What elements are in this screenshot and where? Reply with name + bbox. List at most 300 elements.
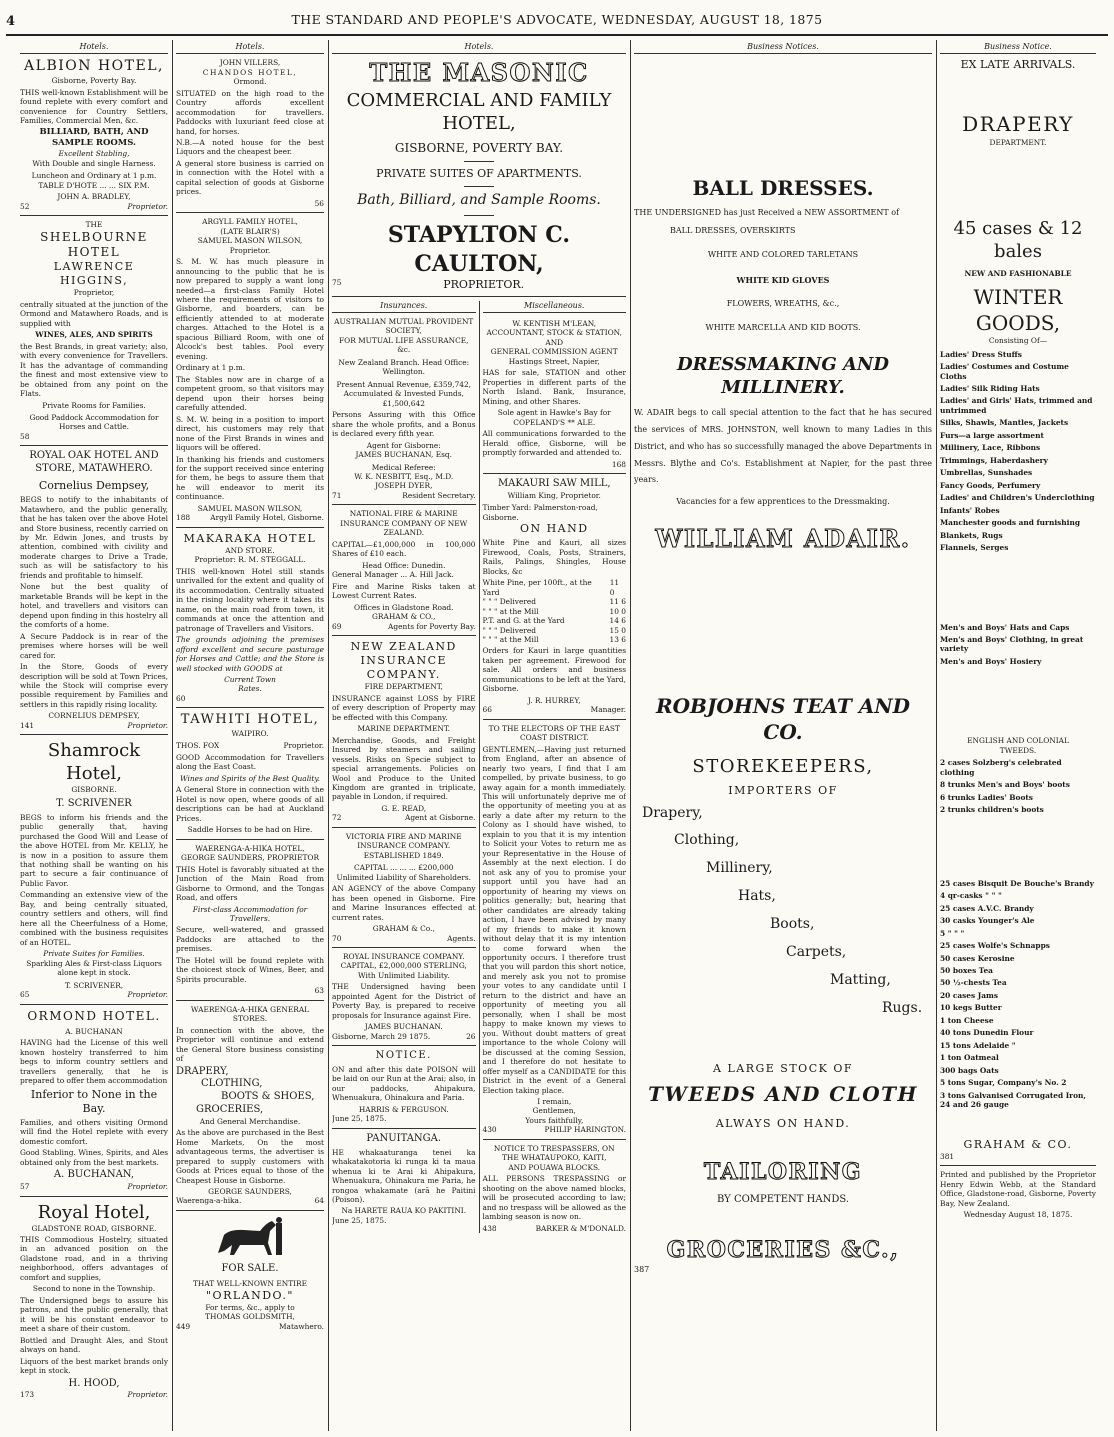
ad-body: In thanking his friends and customers for the support received since entering for them, he begs to assure them that he will endeavor to merit its continuance. [176,454,324,502]
ad-body: Ordinary at 1 p.m. [176,363,246,373]
ad-title: COMMERCIAL AND FAMILY HOTEL, [346,89,612,134]
ad-item: Rugs. [882,999,923,1016]
ad-ormond-hotel [20,1009,168,1192]
ad-body: Good Stabling. Wines, Spirits, and Ales obtained only from the best markets. [20,1148,168,1167]
ad-line: June 25, 1875. [332,1114,387,1124]
ad-item: Carpets, [786,944,847,961]
ad-body: The grounds adjoining the premises afford excellent and secure pasturage for Horses and Cattle; and the Store is well stocked with GOODS at [176,635,324,673]
ad-title: MAKAURI SAW MILL, [497,478,611,490]
ad-line: Accumulated & Invested Funds, £1,500,642 [343,389,464,408]
ad-makauri-saw-mill [483,478,627,715]
ad-place: Gisborne, Poverty Bay. [51,76,137,86]
ad-place: GLADSTONE ROAD, GISBORNE. [31,1223,157,1233]
column-divider [172,40,173,1431]
ad-signature: BARKER & M'DONALD. [535,1223,626,1233]
ad-item: Ladies' and Children's Underclothing [940,493,1095,503]
ad-body: THE Undersigned having been appointed Agent for the District of Poverty Bay, is prepared to receive proposals for Insurance against Fire. [332,982,476,1020]
ad-body: THIS Hotel is favorably situated at the Junction of the Main Road from Gisborne to Ormond, and the Tongas Road, and offers [176,864,324,903]
ad-owner: SAMUEL MASON WILSON, [197,236,303,246]
ad-owner: THOS. FOX [176,741,220,751]
ad-title: BALL DRESSES. [692,176,874,201]
ad-line: Sparkling Ales & First-class Liquors alone kept in stock. [26,958,162,978]
ad-item: 8 trunks Men's and Boys' boots [940,780,1070,790]
ad-title: SHELBOURNE HOTEL [40,229,148,259]
ad-body: S. M. W. has much pleasure in announcing to the public that he is now prepared to supply a want long needed—a first-class Family Hotel where the requirements of visitors to Gisborne, and boarders, can be efficiently attended to at moderate charges. Attached to the Hotel is a spacious Billiard Room, with one of Alcock's best tables. Pool every evening. [176,257,324,361]
ad-role: Proprietor. [127,990,168,1000]
ad-body: W. ADAIR begs to call special attention to the fact that he has secured the services of MRS. JOHNSTON, well known to many Ladies in this District, and who has so successfully managed the above Departments in Messrs. Blythe and Co's. Establishment at Napier, for the past three years. [634,408,932,485]
ad-line: GROCERIES, [196,1103,264,1115]
ad-robjohns [634,694,932,1275]
ad-title: VICTORIA FIRE AND MARINE INSURANCE COMPANY. [345,831,462,851]
ad-signature: GRAHAM & CO., [372,612,436,622]
ad-body: None but the best quality of marketable Brands will be kept in the hotel, and travellers and visitors can depend upon finding in this hostelry all the comforts of a home. [20,582,168,630]
ad-line: Medical Referee: [371,462,436,472]
ad-number: 430 [482,1125,497,1135]
ad-signature: A. BUCHANAN, [53,1169,135,1181]
ad-item: 1 ton Oatmeal [940,1053,999,1063]
ad-signature: J. R. HURREY, [527,695,581,705]
ad-item: 4 qr-casks " " " [940,891,1002,901]
ad-role: Agent at Gisborne. [404,813,476,823]
ad-place: GISBORNE, POVERTY BAY. [394,141,564,156]
ad-signature: JAMES BUCHANAN. [364,1022,443,1032]
ad-place: Ormond. [233,77,267,87]
ad-title: NOTICE TO TRESPASSERS, ON [493,1143,615,1153]
ad-title: ORMOND HOTEL. [27,1008,161,1023]
column-header: Hotels. [176,42,324,54]
ad-line: With Unlimited Liability. [358,970,450,980]
ad-item: Millinery, [706,860,773,877]
ad-line: AND [545,337,564,347]
ad-line: Sole agent in Hawke's Bay for [497,408,611,418]
ad-line: THE UNDERSIGNED has just Received a NEW ASSORTMENT of [634,207,900,217]
ad-line: ALWAYS ON HAND. [715,1117,851,1131]
column-divider [328,40,329,1431]
ad-item: Infants' Robes [940,505,1000,515]
price-label: P.T. and G. at the Yard [482,616,565,626]
ad-role: Proprietor. [229,245,271,255]
ad-title: PANUITANGA. [366,1132,442,1144]
ad-title: MAKARAKA HOTEL [183,531,317,545]
ad-number: 65 [20,990,30,1000]
ad-line: BILLIARD, BATH, AND SAMPLE ROOMS. [39,127,149,149]
ad-line: GENERAL COMMISSION AGENT [490,347,618,357]
ad-line: June 25, 1875. [332,1215,387,1225]
price-label: " " " Delivered [482,597,536,607]
ad-item: Men's and Boys' Clothing, in great variety [940,635,1084,654]
ad-body: All communications forwarded to the Herald office, Gisborne, will be promptly forwarded and attended to. [482,429,626,458]
ad-title: W. KENTISH M'LEAN, [512,318,597,328]
ad-line: Current Town [224,674,276,684]
masthead [0,0,1114,40]
ad-body: A Secure Paddock is in rear of the premises where horses will be well cared for. [20,631,168,660]
ad-line: Unlimited Liability of Shareholders. [336,872,472,882]
ad-line: ON HAND [519,522,589,536]
ad-masonic-hotel [332,58,626,292]
column-4 [634,42,932,1429]
ad-body: Fire and Marine Risks taken at Lowest Current Rates. [332,581,476,601]
ad-title: NOTICE. [375,1050,432,1062]
ad-item: Manchester goods and furnishing [940,518,1081,528]
ad-victoria-insurance [332,832,476,943]
ad-item: 5 " " " [940,928,965,938]
ad-item: WHITE MARCELLA AND KID BOOTS. [705,323,861,332]
ad-number: 52 [20,201,30,211]
ad-line: EX LATE ARRIVALS. [960,58,1076,72]
ad-electors [483,724,627,1135]
ad-item: Blankets, Rugs [940,530,1003,540]
imprint [940,1170,1096,1219]
ad-trespassers [483,1144,627,1233]
ad-place: Matawhero. [278,1321,324,1331]
ad-number: 69 [332,621,342,631]
ad-poison-notice [332,1050,476,1124]
ad-line: THAT WELL-KNOWN ENTIRE [192,1279,308,1289]
ad-number: 60 [176,693,186,703]
price-label: " " " at the Mill [482,606,539,616]
ad-number: 66 [482,705,492,715]
ad-line: Present Annual Revenue, £359,742, [336,379,472,389]
subcolumn-header: Insurances. [332,301,476,313]
ad-item: Clothing, [674,832,740,849]
ad-title: CHANDOS HOTEL, [202,67,298,77]
ad-item: Hats, [738,888,776,905]
ad-item: WHITE KID GLOVES [736,274,830,285]
ad-place: GISBORNE. [71,785,117,795]
ad-owner: JOHN VILLERS, [219,58,281,68]
ad-william-adair [634,176,932,554]
ad-body: the Best Brands, in great variety; also, with every convenience for Travellers. It has the advantage of commanding the finest and most extensive view to be obtained from any point on the Flats. [20,341,168,399]
ad-body: GOOD Accommodation for Travellers along the East Coast. [176,752,324,772]
ad-role: Agents for Poverty Bay. [388,621,476,631]
ad-body: White Pine and Kauri, all sizes Firewood, Coals, Posts, Strainers, Rails, Palings, Shingles, House Blocks, &c [482,538,626,576]
ad-item: 25 cases Wolfe's Schnapps [940,941,1050,951]
ad-line: General Manager ... A. Hill Jack. [332,570,454,580]
ad-body: BEGS to notify to the inhabitants of Matawhero, and the public generally, that he has taken over the above Hotel and Store business, recently carried on by Mr. Edwin Jones, and trusts by attention, combined with civility and moderate charges to Drive a Trade, such as will be satisfactory to his friends and profitable to himself. [20,495,168,580]
ad-role: Proprietor. [127,201,168,211]
ad-title: TAILORING [703,1158,863,1185]
column-header: Business Notice. [940,42,1096,54]
column-2 [176,42,324,1429]
ad-item: Boots, [770,916,815,933]
ad-body: ON and after this date POISON will be laid on our Run at the Arai; also, in our paddocks, Ahipakura, Whenuakura, Ohinakura and Paria. [332,1065,476,1103]
column-divider [630,40,631,1431]
ad-body: Persons Assuring with this Office share the whole profits, and a Bonus is declared every fifth year. [332,410,476,439]
ad-line: Saddle Horses to be had on Hire. [187,825,313,835]
ad-line: AND STORE. [225,545,275,555]
ad-title: AUSTRALIAN MUTUAL PROVIDENT SOCIETY, [334,316,474,336]
price-value: 14 6 [609,616,626,626]
ad-title: NEW ZEALAND INSURANCE COMPANY. [350,640,457,682]
ad-body: Liquors of the best market brands only kept in stock. [20,1356,168,1376]
ad-body: A General Store in connection with the Hotel is now open, where goods of all descriptions can be had at Auckland Prices. [176,785,324,823]
ad-line: CLOTHING, [201,1078,263,1090]
ad-body: HAS for sale, STATION and other Properties in different parts of the North Island. Bank, Insurance, Mining, and other Shares. [482,368,626,406]
ad-item: 30 casks Younger's Ale [940,916,1035,926]
ad-line: (LATE BLAIR'S) [220,226,280,236]
ad-owner: LAWRENCE HIGGINS, [53,260,135,288]
price-list [483,578,627,644]
ad-waerenga-stores [176,1005,324,1206]
column-header: Hotels. [332,42,626,54]
ad-title: TAWHITI HOTEL, [180,712,320,728]
ad-item: 50 ½-chests Tea [940,978,1007,988]
ad-line: With Double and single Harness. [32,158,156,168]
ad-line: Vacancies for a few apprentices to the Dressmaking. [676,497,890,507]
ad-title: ROYAL INSURANCE COMPANY. [342,952,465,961]
ad-body: S. M. W. being in a position to import direct, his customers may rely that none of the First Brands in wines and liquors will be offered. [176,414,324,453]
ad-item: Trimmings, Haberdashery [940,455,1048,465]
ad-line: TABLE D'HOTE ... ... SIX P.M. [38,180,150,190]
ad-line: Private Rooms for Families. [42,400,146,410]
ad-signature: GRAHAM & Co., [372,924,435,934]
ad-royal-insurance [332,952,476,1041]
ad-line: 45 cases & 12 bales [953,218,1083,263]
ad-title: DRESSMAKING AND MILLINERY. [677,354,889,399]
ad-title: WAERENGA-A-HIKA HOTEL, [195,843,305,853]
ad-title: Shamrock Hotel, [47,740,141,785]
ad-line: ENGLISH AND COLONIAL [967,736,1069,746]
ad-national-insurance [332,509,476,631]
ad-body: A general store business is carried on in connection with the Hotel with a capital selection of goods at Gisborne prices. [176,158,324,197]
price-value: 10 0 [609,606,626,616]
ad-body: ALL PERSONS TRESPASSING or shooting on the above named blocks, will be prosecuted according to law; and no trespass will be allowed as the lambing season is now on. [482,1174,626,1222]
ad-body: Families, and others visiting Ormond will find the Hotel replete with every domestic comfort. [20,1117,168,1146]
ad-line: Bath, Billiard, and Sample Rooms. [357,192,601,209]
masthead-rule [6,34,1108,36]
page-number: 4 [6,14,16,29]
price-label: " " " Delivered [482,625,536,635]
ad-number: 173 [20,1390,35,1400]
imprint-date: Wednesday August 18, 1875. [963,1210,1073,1220]
newspaper-title: THE STANDARD AND PEOPLE'S ADVOCATE, WEDNESDAY, AUGUST 18, 1875 [291,12,823,27]
ad-role: PROPRIETOR. [443,277,525,291]
ad-item: 40 tons Dunedin Flour [940,1028,1034,1038]
ad-title: ALBION HOTEL, [24,58,164,75]
ad-body: Secure, well-watered, and grassed Paddocks are attached to the premises. [176,925,324,954]
ad-line: FOR MUTUAL LIFE ASSURANCE, &c. [339,335,469,355]
ad-role: Proprietor. [127,1390,168,1400]
ad-body: Merchandise, Goods, and Freight Insured by steamers and sailing vessels. Risks on Specie subject to special arrangements. Policies on Wool and Produce to the United Kingdom are granted in triplicate, payable in London, if required. [332,735,476,802]
ad-shamrock-hotel [20,739,168,999]
ad-signature: CORNELIUS DEMPSEY, [48,711,140,721]
ad-line: Argyll Family Hotel, Gisborne. [210,513,324,523]
ad-line: "ORLANDO." [206,1288,294,1302]
ad-amp-society [332,317,476,500]
ad-line: JAMES BUCHANAN, Esq. [355,450,453,460]
ad-line: I remain, [537,1097,572,1107]
ad-line: Yours faithfully, [525,1115,584,1125]
ad-body: centrally situated at the junction of the Ormond and Matawhero Roads, and is supplied with [20,299,168,328]
ad-number: 71 [332,490,342,500]
ad-item: Flannels, Serges [940,543,1009,553]
ad-item: 15 tons Adelaide " [940,1040,1016,1050]
ad-line: For terms, &c., apply to [205,1302,295,1312]
ad-item: Furs—a large assortment [940,430,1044,440]
ad-item: Ladies' Silk Riding Hats [940,383,1040,393]
imprint-text: Printed and published by the Proprietor Henry Edwin Webb, at the Standard Office, Gladstone-road, Gisborne, Poverty Bay, New Zealand. [940,1170,1096,1208]
ad-body: Orders for Kauri in large quantities taken per agreement. Firewood for sale. All orders and business communications to be left at the Yard, Gisborne. [482,646,626,694]
ad-signature: GRAHAM & CO. [963,1137,1073,1151]
ad-shelbourne-hotel [20,220,168,441]
ad-royal-hotel [20,1201,168,1400]
ad-number: 63 [314,986,324,996]
ad-title: NATIONAL FIRE & MARINE INSURANCE COMPANY OF NEW ZEALAND. [340,509,468,538]
insurances-subcolumn [332,301,479,1233]
ad-line: THE WHATAUPOKO, KAITI, [501,1153,607,1163]
ad-line: W. K. NESBITT, Esq., M.D. [354,472,454,482]
ad-body: HAVING had the License of this well known hostelry transferred to him begs to inform country settlers and travellers generally, that he is prepared to offer them accommodation [20,1038,168,1086]
ad-title: TO THE ELECTORS OF THE EAST COAST DISTRICT. [488,723,620,743]
ad-item: BALL DRESSES, OVERSKIRTS [670,226,796,236]
ad-number: 387 [634,1264,650,1274]
ad-line: DRAPERY, [176,1065,229,1077]
ad-title: ARGYLL FAMILY HOTEL, [202,217,298,227]
ad-body: N.B.—A noted house for the best Liquors and the cheapest beer. [176,137,324,157]
ad-waerenga-hotel [176,844,324,996]
ad-number: 141 [20,720,35,730]
ad-line: COPELAND'S ** ALE. [513,417,596,427]
ad-body: HE whakaaturanga tenei ka whakatakotoria ki runga ki ta maua whenua ki te Arai ki Ahipakura, Whenuakura, Ohinakura me Paria, he rongoa whakamate (arā he Paitini (Poison). [332,1147,476,1204]
ad-line: CAPITAL, £2,000,000 STERLING, [340,961,467,971]
column-1 [20,42,168,1429]
ad-item: 300 bags Oats [940,1065,999,1075]
ad-item: Fancy Goods, Perfumery [940,480,1041,490]
ad-makaraka-hotel [176,532,324,704]
ad-line: Timber Yard: Palmerston-road, Gisborne. [482,503,598,522]
ad-body: AN AGENCY of the above Company has been opened in Gisborne. Fire and Marine Insurances effected at current rates. [332,884,476,922]
ad-title: DRAPERY [962,112,1074,137]
price-label: " " " at the Mill [482,634,539,644]
ad-line: AND POUAWA BLOCKS. [508,1162,601,1172]
ad-item: Men's and Boys' Hosiery [940,656,1042,666]
ad-owner: T. SCRIVENER [56,797,132,809]
ad-chandos-hotel [176,58,324,208]
ad-line: Second to none in the Township. [32,1284,156,1294]
ad-line: Head Office: Dunedin. [362,560,446,570]
ad-item: Men's and Boys' Hats and Caps [940,622,1070,632]
ad-number: 70 [332,933,342,943]
ad-signature: SAMUEL MASON WILSON, [197,503,303,513]
ad-number: 438 [482,1223,497,1233]
price-value: 11 0 [609,578,620,597]
ad-signature: JOSEPH DYER, [375,481,433,491]
ad-item: 6 trunks Ladies' Boots [940,792,1033,802]
column-header: Business Notices. [634,42,932,54]
ad-line: Good Paddock Accommodation for Horses and Cattle. [29,413,159,432]
ad-line: A LARGE STOCK OF [713,1061,853,1075]
ad-line: TWEEDS. [999,745,1037,755]
ad-line: Gisborne, March 29 1875. [332,1031,431,1041]
ad-line: Agent for Gisborne: [366,440,441,450]
ad-title: ROYAL OAK HOTEL AND STORE, MATAWHERO. [29,450,159,475]
ad-graham-co [940,58,1096,1161]
ad-role: Proprietor. [127,1182,168,1192]
ad-role: Proprietor. [127,720,168,730]
ad-place: Waerenga-a-hika. [176,1196,242,1206]
ad-role: Proprietor, [73,288,115,298]
ad-albion-hotel [20,58,168,211]
ad-title: WAERENGA-A-HIKA GENERAL STORES. [190,1004,310,1024]
ad-line: WINES, ALES, AND SPIRITS [35,330,153,340]
ad-title: TWEEDS AND CLOTH [648,1081,918,1106]
ad-line: ACCOUNTANT, STOCK & STATION, [486,328,623,338]
ad-for-sale-horse [176,1215,324,1331]
horse-illustration [176,1215,324,1263]
ad-body: SITUATED on the high road to the Country affords excellent accommodation for travellers. Paddocks with luxuriant feed close at hand, for horses. [176,88,324,136]
ad-royal-oak [20,450,168,730]
ad-line: First-class Accommodation for Travellers. [192,904,308,923]
ad-item: FLOWERS, WREATHS, &c., [726,298,840,308]
ad-line: Private Suites for Families. [43,949,145,959]
ad-line: And General Merchandise. [199,1116,301,1126]
ad-line: Excellent Stabling, [58,149,130,159]
ad-line: BOOTS & SHOES, [221,1091,315,1103]
ad-item: WHITE AND COLORED TARLETANS [707,250,859,260]
ad-owner: A. BUCHANAN [65,1026,123,1036]
ad-line: FIRE DEPARTMENT, [364,682,443,692]
miscellaneous-subcolumn [479,301,627,1233]
ad-number: 56 [314,198,324,208]
ad-signature: H. HOOD, [68,1377,120,1389]
ad-line: PRIVATE SUITES OF APARTMENTS. [376,167,582,181]
ad-owner: Proprietor: R. M. STEGGALL. [194,555,306,565]
ad-number: 75 [332,277,342,287]
ad-title: THE MASONIC [369,58,589,88]
ad-place: WAIPIRO. [231,729,269,738]
ad-signature: HARRIS & FERGUSON. [358,1104,449,1114]
ad-item: 25 cases Bisquit De Bouche's Brandy [940,878,1094,888]
ad-body: In the Store, Goods of every description will be sold at Town Prices, while the Stock will comprise every possible requirement by Families and settlers in this rapidly rising locality. [20,662,168,709]
ad-signature: GEORGE SAUNDERS, [208,1187,292,1196]
ad-line: STOREKEEPERS, [692,756,874,778]
ad-tawhiti-hotel [176,712,324,834]
ad-number: 188 [176,513,191,523]
ad-item: 2 cases Solzberg's celebrated clothing [940,758,1062,777]
ad-signature: THOMAS GOLDSMITH, [205,1312,295,1322]
ad-number: 57 [20,1182,30,1192]
price-value: 13 6 [609,634,626,644]
ad-title: FOR SALE. [221,1263,279,1275]
ad-body: THIS Commodious Hostelry, situated in an advanced position on the Gladstone road, and in a thriving neighborhood, offers advantages of comfort and supplies, [20,1235,168,1282]
ad-item: Umbrellas, Sunshades [940,468,1033,478]
ad-line: NEW AND FASHIONABLE [964,269,1072,279]
ad-line: MARINE DEPARTMENT. [357,724,451,734]
ad-number: 26 [466,1031,476,1041]
ad-body: THIS well-known Establishment will be found replete with every comfort and convenience for Country Settlers, Families, Commercial Men, &c. [20,87,168,126]
ad-line: Rates. [238,684,262,694]
ad-number: 64 [314,1196,324,1206]
ad-nz-insurance [332,640,476,823]
ad-line: Consisting Of— [988,336,1048,346]
ad-line: CAPITAL ... ... ... £200,000 [354,863,454,873]
ad-body: Commanding an extensive view of the Bay, and being centrally situated, country settlers and others, will find here all the Cheerfulness of a Home, combined with the business requisites of an HOTEL. [20,890,168,947]
ad-title: GROCERIES &C., [666,1237,900,1264]
ad-body: GENTLEMEN,—Having just returned from England, after an absence of nearly two years, I find that I am compelled, by private business, to go away again for a month immediately. This will unfortunately deprive me of the opportunity of meeting you at as early a date after my return to the Colony as I should have wished, to explain to you that it is my intention to Solicit your Votes to return me as your Representative in the House of Assembly at the next election. I do not ask any of you to promise your support until you have had an opportunity of hearing my views on politics generally; but, hearing that other candidates are already taking action, I have been advised by many of my friends to make it known without delay that it is my intention to come forward when the opportunity occurs. I therefore trust that you will pardon this short notice, and merely ask you not to promise your votes to any candidate until I return to the district and have an opportunity of meeting you all personally, when I shall be most happy to make known my views to you. Without doubt matters of great importance to the whole Colony will be discussed at the coming Session, and I therefore do not hesitate to offer myself as a CANDIDATE for this District in the event of a General Election taking place. [482,744,626,1095]
ad-line: Gentlemen, [532,1106,576,1116]
ad-signature: T. SCRIVENER, [64,980,124,990]
column-divider [936,40,937,1431]
ad-mclean [483,319,627,469]
ad-item: 50 cases Kerosine [940,953,1015,963]
subcolumn-header: Miscellaneous. [483,301,627,313]
ad-role: Agents. [447,933,476,943]
ad-item: Ladies' Costumes and Costume Cloths [940,362,1069,381]
ad-item: 10 kegs Butter [940,1003,1002,1013]
ad-body: Bottled and Draught Ales, and Stout always on hand. [20,1335,168,1355]
ad-item: Ladies' Dress Stuffs [940,349,1022,359]
ad-number: 168 [611,459,626,469]
